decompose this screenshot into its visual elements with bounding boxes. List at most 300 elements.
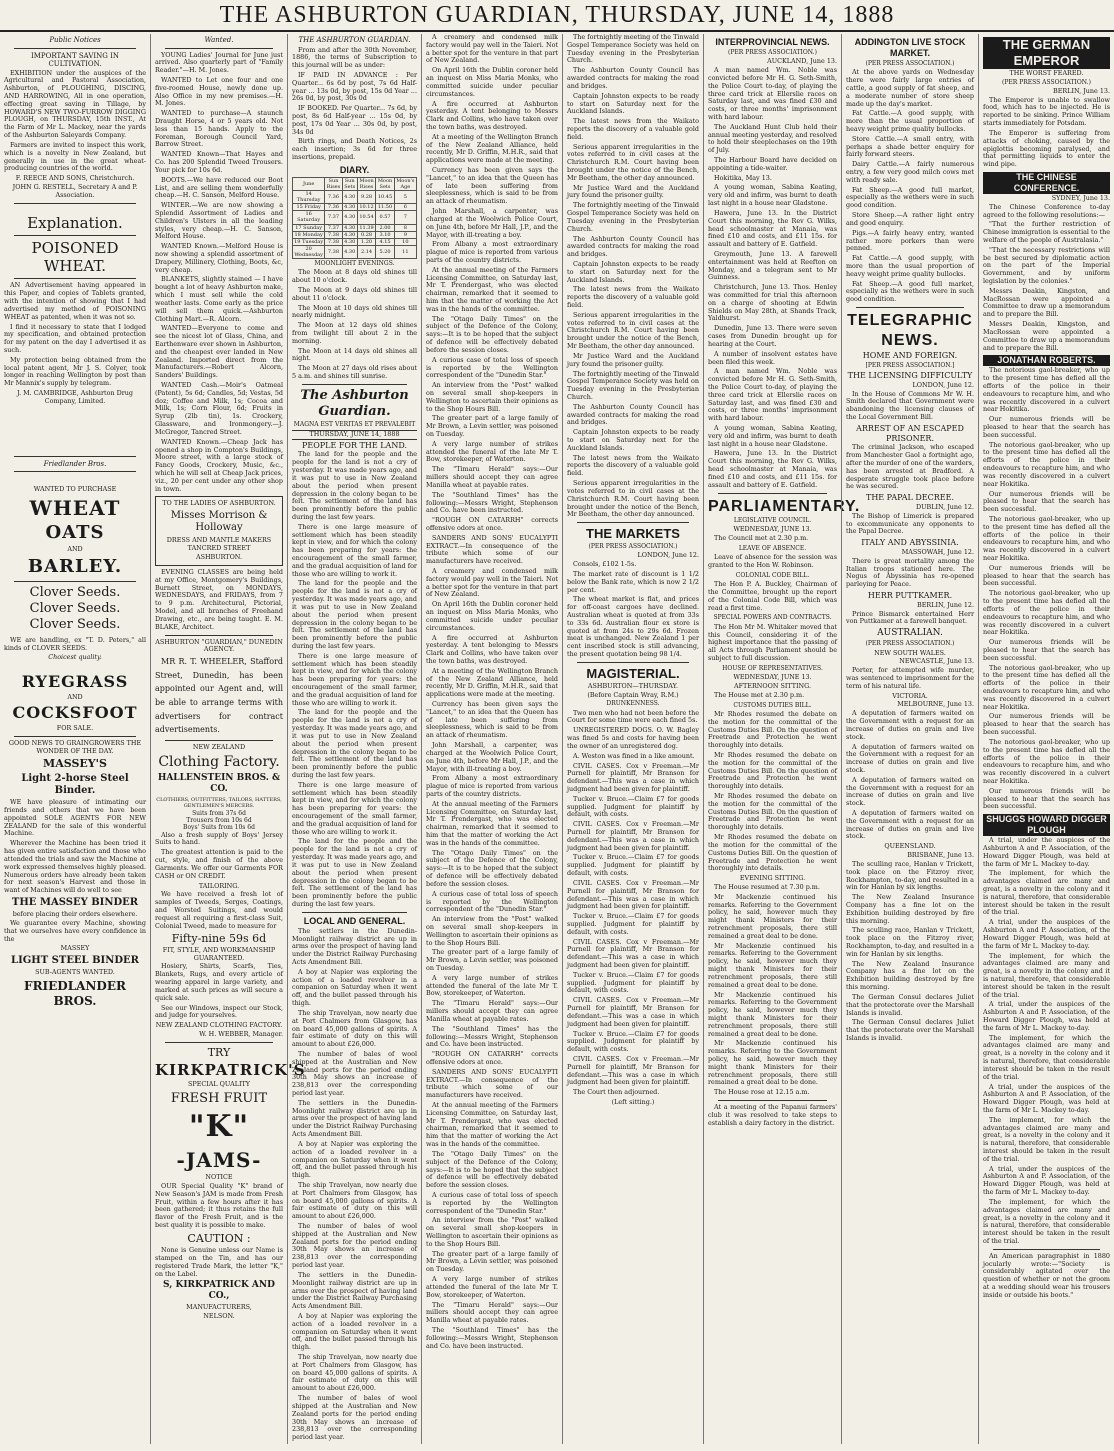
news-item: The Harbour Board have decided on appointing a tide-waiter. — [708, 156, 837, 172]
news-item: A curious case of total loss of speech is reported by the Wellington correspondent of the "Dunedin Star." — [426, 1190, 558, 1215]
diary-cell: 0.28 — [357, 231, 376, 238]
news-item: At the annual meeting of the Farmers Licensing Committee, on Saturday last, Mr T. Prendergast, who was elected chairman, remarked that it seemed to him that the matter of working the Act was in the hands of the committee. — [426, 265, 558, 313]
diary-cell: 14 Thursday — [293, 191, 325, 204]
market-item: Fat Cattle.—A good supply, with more than the usual proportion of heavy weight prime quality bullocks. — [846, 254, 974, 278]
section-heading: Public Notices — [49, 36, 101, 44]
oats-heading: OATS — [45, 522, 105, 544]
diary-row — [293, 238, 417, 245]
parliament-item: The House resumed at 7.30 p.m. — [714, 882, 820, 891]
notice-paragraph: My protection being obtained from the local patent agent, Mr J. S. Colyer, took longer in reaching Wellington by post than Mr Mannix's supply by telegram. — [4, 355, 146, 388]
diary-cell: 2.00 — [376, 224, 394, 231]
masthead — [0, 0, 1114, 32]
press-association: (PER PRESS ASSOCIATION.) — [1002, 78, 1091, 86]
column-5 — [562, 34, 703, 1444]
divider — [302, 912, 407, 913]
subheading: CUSTOMS DUTIES BILL. — [733, 701, 812, 709]
diary-cell: 6 — [394, 204, 416, 211]
diary-cell: 4.30 — [342, 211, 357, 224]
news-item: Hokitika, May 13. — [714, 173, 772, 182]
binder-heading: Light 2-horse Steel Binder. — [21, 772, 129, 797]
arrest-heading: ARREST OF AN ESCAPED PRISONER. — [856, 423, 964, 443]
news-item: The implement, for which the advantages claimed are many and great, is a novelty in the colony and it is natural, therefore, that considerable interest should be taken in the result of the trial. — [983, 1033, 1110, 1081]
news-item: Hawera, June 13. In the District Court this morning, the Rev G. Wilks, head schoolmaster at Manaia, was fined £10 and costs, and £11 15s. for assault and battery of E. Gatfield. — [708, 208, 837, 249]
diary-row — [293, 191, 417, 204]
parliament-item: The House rose at 12.15 a.m. — [714, 1088, 810, 1097]
clothing-text: Also a fresh supply of Boys' Jersey Suits to hand. — [155, 830, 283, 847]
section-heading: Friedlander Bros. — [43, 459, 107, 468]
news-item: A trial, under the auspices of the Ashburton A and P. Association, of the Howard Digger Plough, was held at the farm of Mr L. Mackey to-day. — [983, 1000, 1110, 1032]
victoria-heading: VICTORIA. — [892, 691, 928, 700]
terms-advance: IF PAID IN ADVANCE : Per Quarter... 6s 6d by post, 7s 6d Half-year ... 13s 0d, by post, 15s 0d Year ... 26s 0d, by post, 30s 0d — [292, 70, 417, 103]
hosiery-text: Hosiery, Shirts, Scarfs, Ties, Blankets, Rugs, and every article of wearing apparel in large variety, and marked at such prices as will secure a quick sale. — [155, 962, 283, 1002]
news-item: Our numerous friends will be pleased to hear that the search has been successful. — [983, 638, 1110, 662]
news-item: "ROUGH ON CATARRH" corrects offensive odors at once. — [426, 1050, 558, 1066]
diary-cell: 9.28 — [357, 191, 376, 204]
licensing-heading: THE LICENSING DIFFICULTY — [847, 371, 973, 381]
wanted-ad: WINTER.—We are now showing a Splendid Assortment of Ladies and Children's Ulsters in all the leading styles, very cheap.—H. C. Sanson, Melford House. — [155, 201, 283, 241]
dateline: WEDNESDAY, JUNE 13. — [733, 525, 812, 534]
moonlight-heading: MOONLIGHT EVENINGS. — [314, 260, 395, 267]
markets-heading: THE MARKETS — [586, 526, 680, 542]
parliament-item: Mr Rhodes resumed the debate on the motion for the committal of the Customs Duties Bill. On the question of Freetrade and Protection he went thoroughly into details. — [708, 750, 837, 791]
leader-paragraph: There is one large measure of settlement which has been steadily kept in view, and for which the colony has been preparing for years: the encouragement of the small farmer, and the gradual acquisition of land for those who are willing to work it. — [292, 780, 417, 836]
dateline: AUCKLAND, June 13. — [767, 57, 837, 66]
sub-agents-text: SUB-AGENTS WANTED. — [35, 968, 115, 977]
news-item: The fortnightly meeting of the Tinwald Gospel Temperance Society was held on Tuesday evening in the Presbyterian Church. — [567, 369, 699, 401]
subheading: COLONIAL CODE BILL. — [735, 571, 810, 579]
tailoring-heading: TAILORING. — [198, 881, 240, 890]
drunkenness-heading: DRUNKENNESS. — [606, 700, 660, 708]
worse-heading: THE WORST FEARED. — [1009, 68, 1084, 77]
local-item: A boy at Napier was exploring the action of a loaded revolver in a companion on Saturday when it went off, and the bullet passed through his thigh. — [292, 1139, 417, 1180]
diary-cell: Moon's Age — [396, 177, 415, 190]
news-item: The Emperor is unable to swallow food, which has to be injected. He is reported to be sinking. Prince William starts immediately for Potsdam. — [983, 95, 1110, 128]
parliament-item: The Hon Mr M. Whitaker moved that this Council, considering it of the highest importance that the passing of all Acts through Parliament should be subject to full discussion. — [708, 622, 837, 663]
diary-cell: 15 Friday — [293, 204, 325, 211]
diary-cell: June — [293, 177, 325, 190]
local-heading: LOCAL AND GENERAL. — [303, 915, 406, 926]
notice-paragraph: I find it necessary to state that I lodged my specification, and obtained protection for my patent on the day I advertised it as such. — [4, 322, 146, 354]
magisterial-item: CIVIL CASES. Cox v Freeman.—Mr Purnell for plaintiff, Mr Branson for defendant.—This was a case in which judgment had been given for plaintiff. — [567, 937, 699, 970]
cocksfoot-heading: COCKSFOOT — [12, 703, 138, 723]
magisterial-item: Two men who had not been before the Court for some time were each fined 5s. — [567, 708, 699, 725]
news-item: Greymouth, June 13. A farewell entertainment was held at Reefton on Monday, and a telegram sent to Mr Guinness. — [708, 249, 837, 282]
market-item: The wheat market is flat, and prices for off-coast cargoes have declined. Australian wheat is quoted at from 33s to 33s 6d. Australian flour ex store is quoted at from 24s to 29s 6d. Frozen meat is unchanged. New Zealand 1 per cent inscribed stock is still advancing, the present quotation being 98 1/4. — [567, 595, 699, 659]
news-item: Captain Johnston expects to be ready to start on Saturday next for the Auckland Islands. — [567, 428, 699, 452]
local-item: The number of bales of wool shipped at the Australian and New Zealand ports for the period ending 30th May shows an increase of 238,813 over the corresponding period last year. — [292, 1049, 417, 1097]
news-item: Currency has been given says the "Lancet," to an idea that the Queen has of late been suffering from sleeplessness, which is said to be from an attack of rheumatism. — [426, 700, 558, 740]
news-item: A man named Wm. Noble was convicted before Mr H. G. Seth-Smith, the Police Court to-day, of playing the three card trick at Ellerslie races on Saturday last, and was fined £30 and costs, or three months' imprisonment with hard labour. — [708, 367, 837, 423]
dateline: DUBLIN, June 12. — [916, 503, 974, 512]
nz-text: NEW ZEALAND — [192, 742, 246, 751]
price-suits: Suits from 37s 6d — [192, 809, 246, 817]
news-item: An American paragraphist in 1880 jocularly wrote:—"Society is considerably agitated over the question of whether or not the groom at a wedding should wear his trousers inside or outside his boots." — [983, 1251, 1110, 1299]
poisoned-wheat-heading: POISONED WHEAT. — [31, 238, 119, 276]
diary-cell: 10.45 — [376, 191, 394, 204]
dateline: NEWCASTLE, June 13. — [899, 657, 974, 666]
news-item: The New Zealand Insurance Company has a fine lot on the Exhibition building destroyed by fire this morning. — [846, 893, 974, 925]
news-item: The "Southland Times" has the following:—Messrs Wright, Stephenson and Co. have been instructed. — [426, 1024, 558, 1049]
caption: (Left sitting.) — [611, 1098, 655, 1107]
price-fifty-nine: Fifty-nine 59s 6d — [171, 932, 267, 946]
news-item: The notorious gaol-breaker, who up to the present time has defied all the efforts of the police in their endeavours to recapture him, and who was recently discovered in a culvert near Hokitika. — [983, 440, 1110, 488]
section-heading: THE ASHBURTON GUARDIAN. — [298, 36, 411, 44]
wanted-ad: WANTED—Everyone to come and see the nicest lot of Glass, China, and Earthenware ever shown in Ashburton, and the cheapest ever landed in New Zealand. Imported direct from the Manufacturers.—Robert Alcorn, Sanders' Buildings. — [155, 324, 283, 380]
wanted-ad: WANTED Known.—Cheap Jack has opened a shop in Compton's Buildings, Moore street, with a large stock of Fancy Goods, Crockery, Music, &c., which he will sell at Cheap Jack prices, viz., 20 per cent under any other shop in town. — [155, 437, 283, 493]
news-item: At a meeting of the Wellington Branch of the New Zealand Alliance, held recently, Mr D. Griffin, M.H.R., said that applications were made at the meeting. — [426, 666, 558, 699]
diary-cell: 11.39 — [357, 224, 376, 231]
magisterial-heading: MAGISTERIAL. — [586, 665, 680, 681]
local-item: The ship Travelyan, now nearly due at Port Chalmers from Glasgow, has on board 45,000 gallons of spirits. A fair estimate of duty on this will amount to about £26,000. — [292, 1180, 417, 1221]
news-item: The fortnightly meeting of the Tinwald Gospel Temperance Society was held on Tuesday evening in the Presbyterian Church. — [567, 33, 699, 65]
news-item: An interview from the "Post" walked on several small shop-keepers in Wellington to ascertain their opinions as to the Shop Hours Bill. — [426, 1216, 558, 1248]
diary-cell: 7.38 — [325, 238, 342, 245]
exhibition-notice: EXHIBITION under the auspices of the Agricultural and Pastoral Association, Ashburton, of PLOUGHING, DISCING, AND HARROWING, All in one operation, effecting great saving in Tillage, by HOWARD'S NEW TWO-FURROW DIGGING PLOUGH, on THURSDAY, 15th INST., At the Farm of Mr L. Mackey, near the yards of the Ashburton Saleyards Company. — [4, 68, 146, 140]
interprovincial-heading: INTERPROVINCIAL NEWS. — [715, 37, 830, 47]
magisterial-item: CIVIL CASES. Cox v Freeman.—Mr Purnell for plaintiff, Mr Branson for defendant.—This was a case in which judgment had been given for plaintiff. — [567, 1054, 699, 1087]
before-text: before placing their orders elsewhere. — [12, 910, 138, 919]
wheat-heading: WHEAT — [29, 496, 121, 521]
news-item: Our numerous friends will be pleased to hear that the search has been successful. — [983, 415, 1110, 439]
parliament-item: Mr Rhodes resumed the debate on the motion for the committal of the Customs Duties Bill. On the question of Freetrade and Protection he went thoroughly into details. — [708, 709, 837, 750]
light-steel-heading: LIGHT STEEL BINDER — [11, 955, 139, 967]
chinese-conference-heading: THE CHINESE CONFERENCE. — [983, 172, 1110, 194]
binder-text: Wherever the Machine has been tried it has given entire satisfaction and those who attended the trials and saw the Machine at work expressed themselves highly pleased. Numerous orders have already been taken for next season's Harvest and those in want of Machines will do well to see — [4, 839, 146, 895]
section-heading: Wanted. — [204, 36, 234, 44]
news-item: "That the necessary restrictions will be best secured by diplomatic action on the part of the Imperial Government, and by uniform legislation by the colonies." — [983, 245, 1110, 286]
news-item: A very large number of strikes attended the funeral of the late Mr T. Bow, storekeeper, of Waterton. — [426, 1275, 558, 1299]
moon-note: The Moon at 10 days old shines till nearly midnight. — [292, 303, 417, 320]
news-item: From Albany a most extraordinary plague of mice is reported from various parts of the country districts. — [426, 240, 558, 264]
explanation-heading: Explanation. — [27, 213, 123, 232]
dateline: BERLIN, June 12. — [917, 600, 974, 609]
motto: MAGNA EST VERITAS ET PREVALEBIT — [293, 420, 416, 428]
notice-heading: NOTICE — [205, 1173, 233, 1182]
news-item: SANDERS AND SONS' EUCALYPTI EXTRACT.—In consequence of the tribute which some of our manufacturers have received. — [426, 1067, 558, 1100]
howard-plough-heading: SHUGGS HOWARD DIGGER PLOUGH — [983, 814, 1110, 836]
news-item: Serious apparent irregularities in the votes referred to in civil cases at the Christchurch R.M. Court having been brought under the notice of the Bench, Mr Beetham, the other day announced. — [567, 479, 699, 519]
dunedin-heading: ASHBURTON "GUARDIAN," DUNEDIN AGENCY. — [155, 637, 283, 654]
news-item: "ROUGH ON CATARRH" corrects offensive odors at once. — [426, 516, 558, 532]
diary-row — [293, 204, 417, 211]
dateline: BERLIN, June 13. — [1053, 86, 1110, 95]
press-association: (PER PRESS ASSOCIATION.) — [588, 542, 678, 550]
magisterial-item: CIVIL CASES. Cox v Freeman.—Mr Purnell for plaintiff, Mr Branson for defendant.—This was a case in which judgment had been given for plaintiff. — [567, 878, 699, 911]
news-item: The latest news from the Waikato reports the discovery of a valuable gold field. — [567, 285, 699, 309]
divider — [718, 1100, 827, 1101]
diary-cell: 8 — [394, 224, 416, 231]
wanted-ad: YOUNG Ladies' Journal for June just arrived. Also quarterly part of "Family Reader."—H. M. Jones. — [155, 50, 283, 75]
issue-date: THURSDAY, JUNE 14, 1888 — [292, 430, 417, 440]
market-item: The market rate of discount is 1 1/2 below the Bank rate, which is now 2 1/2 per cent. — [567, 569, 699, 594]
births-notice: Birth rings, and Death Notices, 2s each insertion; 3s 6d for three insertions, prepaid. — [292, 137, 417, 162]
divider — [14, 203, 136, 204]
diary-cell: 3.10 — [376, 231, 394, 238]
diary-cell: 7.37 — [325, 224, 342, 231]
diary-cell: 7.38 — [325, 231, 342, 238]
diary-cell: 0.57 — [376, 211, 394, 224]
market-item: Store Sheep.—A rather light entry and good enquiry. — [846, 211, 974, 227]
diary-row — [293, 224, 417, 231]
hallenstein-heading: HALLENSTEIN BROS. & CO. — [157, 772, 281, 794]
leader-paragraph: The land for the people and the people for the land is not a cry of yesterday. It was made years ago, and it was put to use in New Zealand about the period when present depression in the colony began to be felt. The settlement of the land has been prominently before the public during the last few years. — [292, 708, 417, 779]
news-item: Hawera, June 13. In the District Court this morning, the Rev G. Wilks, head schoolmaster at Manaia, was fined £10 and costs, and £11 15s. for assault and battery of E. Gatfield. — [708, 449, 837, 489]
diary-heading: DIARY. — [339, 164, 370, 175]
addington-heading: ADDINGTON LIVE STOCK MARKET. — [854, 37, 966, 58]
divider — [14, 456, 136, 457]
herr-heading: HERR PUTTKAMER. — [867, 591, 953, 601]
divider — [302, 384, 407, 385]
diary-row — [293, 231, 417, 238]
parliament-item: The House met at 2.30 p.m. — [714, 690, 805, 699]
diary-cell: 7.38 — [325, 245, 342, 258]
news-item: The Bishop of Limerick is prepared to excommunicate any opponents to the Papal Decree. — [846, 511, 974, 536]
masthead-title: THE ASHBURTON GUARDIAN, THURSDAY, JUNE 14, 1888 — [219, 2, 895, 28]
divider — [14, 736, 136, 737]
kirkpatrick-heading: KIRKPATRICK'S — [155, 1061, 306, 1080]
papal-heading: THE PAPAL DECREE. — [865, 493, 955, 503]
diary-cell: 9 — [394, 231, 416, 238]
news-item: At a meeting of the Wellington Branch of the New Zealand Alliance, held recently, Mr D. Griffin, M.H.R., said that applications were made at the meeting. — [426, 132, 558, 165]
news-item: The "Southland Times" has the following:—Messrs Wright, Stephenson and Co. have been instructed. — [426, 1325, 558, 1350]
leader-paragraph: The land for the people and the people for the land is not a cry of yesterday. It was made years ago, and it was put to use in New Zealand about the period when present depression in the colony began to be felt. The settlement of the land has been prominently before the public during the last few years. — [292, 837, 417, 908]
ryegrass-heading: RYEGRASS — [21, 672, 129, 692]
fit-text: FIT, STYLE, AND WORKMANSHIP GUARANTEED. — [162, 945, 276, 962]
diary-row — [293, 245, 417, 258]
news-item: A fire occurred at Ashburton yesterday. A tent belonging to Messrs Clark and Collins, who have taken over the town baths, was destroyed. — [426, 99, 558, 131]
dateline: LONDON, June 12. — [912, 380, 974, 389]
diary-cell: 7.36 — [325, 204, 342, 211]
news-item: Our numerous friends will be pleased to hear that the search has been successful. — [983, 712, 1110, 737]
news-item: A very large number of strikes attended the funeral of the late Mr T. Bow, storekeeper, of Waterton. — [426, 973, 558, 998]
news-item: The greater part of a large family of Mr Brown, a Levin settler, was poisoned on Tuesday. — [426, 414, 558, 438]
news-item: The greater part of a large family of Mr Brown, a Levin settler, was poisoned on Tuesday. — [426, 948, 558, 972]
wanted-ad: BLANKETS, slightly stained — I have bought a lot of heavy Ashburton make, which I must sell while the cold weather lasts. Come early as the price will sell them quick.—Ashburton Clothing Mart.—R. Alcorn. — [155, 275, 283, 323]
divider — [165, 48, 273, 49]
news-item: A trial, under the auspices of the Ashburton A and P. Association, of the Howard Digger Plough, was held at the farm of Mr L. Mackey to-day. — [983, 1082, 1110, 1114]
choicest-text: Choicest quality. — [48, 653, 102, 662]
divider — [165, 635, 273, 636]
guarantee-text: We guarantee every Machine, showing that we ourselves have every confidence in the — [4, 918, 146, 943]
divider — [718, 493, 827, 494]
evening-classes-ad: EVENING CLASSES are being held at my Office, Montgomery's Buildings, Burnett Street, on MONDAYS, WEDNESDAYS, and FRIDAYS, from 7 to 9 p.m. Architectural, Pictorial, Model, and all branches of Freehand Drawing, etc., are being taught. E. M. BLAKE, Architect. — [155, 568, 283, 631]
news-item: The "Otago Daily Times" on the subject of the Defence of the Colony, says:—It is to be hoped that the subject of defence will be effectively debated before the session closes. — [426, 314, 558, 354]
nzcf-text: NEW ZEALAND CLOTHING FACTORY. — [155, 1021, 283, 1030]
news-item: Currency has been given says the "Lancet," to an idea that the Queen has of late been suffering from sleeplessness, which is said to be from an attack of rheumatism. — [426, 166, 558, 206]
nsw-heading: NEW SOUTH WALES. — [874, 648, 946, 657]
notice-paragraph: AN Advertisement having appeared in this Paper, and copies of Tablets granted, with the intention of showing that I had advertised my method of POISONING WHEAT as patented, when it was not so. — [4, 281, 146, 321]
parliament-item: Leave of absence for the session was granted to the Hon W. Robinson. — [708, 553, 837, 570]
magisterial-item: Tucker v. Bruce.—Claim £7 for goods supplied. Judgment for plaintiff by default, with costs. — [567, 912, 699, 936]
parliament-item: Mr Mackenzie continued his remarks. Referring to the Government policy, he said, however much they might thank Ministers for their retrenchment proposals, there still remained a great deal to be done. — [708, 990, 837, 1038]
parliament-item: Mr Rhodes resumed the debate on the motion for the committal of the Customs Duties Bill. On the question of Freetrade and Protection he went thoroughly into details. — [708, 792, 837, 832]
diary-cell: 2.14 — [357, 245, 376, 258]
news-item: The fortnightly meeting of the Tinwald Gospel Temperance Society was held on Tuesday evening in the Presbyterian Church. — [567, 201, 699, 233]
diary-cell: 4.30 — [344, 231, 356, 238]
column-7 — [841, 34, 978, 1444]
diary-cell: 4.30 — [344, 224, 356, 231]
manufacturers-text: MANUFACTURERS, — [186, 1303, 252, 1312]
magisterial-item: CIVIL CASES. Cox v Freeman.—Mr Purnell for plaintiff, Mr Branson for defendant.—This was a case in which judgment had been given for plaintiff. — [567, 820, 699, 852]
magisterial-item: Tucker v. Bruce.—Claim £7 for goods supplied. Judgment for plaintiff by default, with costs. — [567, 853, 699, 878]
wheeler-ad: MR R. T. WHEELER, Stafford Street, Dunedin, has been appointed our Agent and, will be able to arrange terms with advertisers for contract advertisements. — [155, 657, 283, 735]
news-item: A number of insolvent estates have been filed this week. — [708, 349, 837, 366]
news-item: A creamery and condensed milk factory would pay well in the Taieri. Not a better spot for the venture in that part of New Zealand. — [426, 567, 558, 599]
parliament-item: Mr Rhodes resumed the debate on the motion for the committal of the Customs Duties Bill. On the question of Freetrade and Protection he went thoroughly into details. — [708, 833, 837, 873]
wanted-ad: WANTED to Let one four and one five-roomed House, newly done up. Also Office in my new premises.—H. M. Jones. — [155, 75, 283, 108]
news-item: Mr Justice Ward and the Auckland jury found the prisoner guilty. — [567, 183, 699, 200]
dateline: MELBOURNE, June 13. — [897, 700, 974, 709]
price-boys: Boys' Suits from 10s 6d — [183, 824, 255, 832]
market-item: Fat Sheep.—A good full market, especially as the wethers were in such good condition. — [846, 185, 974, 210]
market-item: At the above yards on Wednesday there were fairly large entries of cattle, a good supply of fat sheep, and a moderate number of store sheep made up the day's market. — [846, 68, 974, 108]
caution-heading: CAUTION : — [187, 1231, 251, 1245]
magisterial-item: CIVIL CASES. Cox v Freeman.—Mr Purnell for plaintiff, Mr Branson for defendant.—This was a case in which judgment had been given for plaintiff. — [567, 996, 699, 1028]
good-news-heading: GOOD NEWS TO GRAINGROWERS THE WONDER OF THE DAY. — [8, 738, 142, 755]
wanted-ad: WANTED Known—That Hayes and Co. has 200 Splendid Tweed Trousers. Your pick for 10s 6d. — [155, 150, 283, 174]
diary-cell: 4.30 — [344, 204, 356, 211]
morrison-ad — [155, 496, 283, 566]
magisterial-item: The Court then adjourned. — [573, 1088, 660, 1097]
diary-cell: 11 — [394, 245, 416, 258]
parliamentary-heading: PARLIAMENTARY. — [708, 497, 861, 515]
clover-heading: Clover Seeds. — [29, 585, 121, 601]
telegraphic-heading: TELEGRAPHIC NEWS. — [847, 312, 973, 349]
news-item: The Ashburton County Council has awarded contracts for making the road and bridges. — [567, 234, 699, 259]
news-item: Porter, for attempted wife murder, was sentenced to imprisonment for the term of his natural life. — [846, 666, 974, 690]
press-association: (PER PRESS ASSOCIATION.) — [865, 59, 955, 67]
magisterial-sub: ASHBURTON—THURSDAY. — [587, 681, 679, 690]
moon-note: The Moon at 8 days old shines till about 10 o'clock. — [292, 268, 417, 285]
diary-cell: 17 Sunday — [293, 224, 325, 231]
news-item: "That the further restriction of Chinese immigration is essential to the welfare of the people of Australasia." — [983, 220, 1110, 244]
diary-cell: 4.30 — [344, 238, 356, 245]
news-item: A creamery and condensed milk factory would pay well in the Taieri. Not a better spot for the venture in that part of New Zealand. — [426, 33, 558, 65]
local-item: A boy at Napier was exploring the action of a loaded revolver in a companion on Saturday when it went off, and the bullet passed through his thigh. — [292, 967, 417, 1008]
news-item: A trial, under the auspices of the Ashburton A and P. Association, of the Howard Digger Plough, was held at the farm of Mr L. Mackey to-day. — [983, 836, 1110, 868]
diary-cell: 7.36 — [325, 191, 342, 204]
evening-heading: EVENING SITTING. — [739, 874, 806, 883]
divider — [14, 581, 136, 582]
local-item: The ship Travelyan, now nearly due at Port Chalmers from Glasgow, has on board 45,000 gallons of spirits. A fair estimate of duty on this will amount to about £26,000. — [292, 1008, 417, 1049]
divider — [856, 307, 964, 308]
wanted-ad: WANTED Known.—Melford House is now showing a splendid assortment of Drapery, Millinery, Clothing, Boots, &c, very cheap. — [155, 242, 283, 274]
news-item: The implement, for which the advantages claimed are many and great, is a novelty in the colony and it is natural, therefore, that considerable interest should be taken in the result of the trial. — [983, 951, 1110, 999]
german-emperor-heading: THE GERMAN EMPEROR — [983, 37, 1110, 69]
news-item: The "Otago Daily Times" on the subject of the Defence of the Colony, says:—It is to be hoped that the subject of defence will be effectively debated before the session closes. — [426, 848, 558, 888]
clover-heading: Clover Seeds. — [29, 600, 121, 616]
news-item: A deputation of farmers waited on the Government with a request for an increase of duties on grain and live stock. — [846, 775, 974, 808]
news-item: The Ashburton County Council has awarded contracts for making the road and bridges. — [567, 66, 699, 90]
news-item: A very large number of strikes attended the funeral of the late Mr T. Bow, storekeeper, of Waterton. — [426, 439, 558, 464]
legislative-council: LEGISLATIVE COUNCIL. — [733, 517, 812, 525]
italy-heading: ITALY AND ABYSSINIA. — [861, 538, 959, 548]
news-item: At the annual meeting of the Farmers Licensing Committee, on Saturday last, Mr T. Prendergast, who was elected chairman, remarked that it seemed to him that the matter of working the Act was in the hands of the committee. — [426, 799, 558, 847]
press-association: [PER PRESS ASSOCIATION.] — [865, 361, 955, 369]
news-item: A deputation of farmers waited on the Government with a request for an increase of duties on grain and live stock. — [846, 809, 974, 841]
news-item: Mr Justice Ward and the Auckland jury found the prisoner guilty. — [567, 351, 699, 368]
signature: J. M. CAMBRIDGE, Ashburton Drug Company, Limited. — [17, 389, 133, 405]
divider — [165, 740, 273, 741]
column-2 — [150, 34, 306, 1444]
column-3 — [287, 34, 421, 1444]
friedlander-heading: FRIEDLANDER BROS. — [24, 979, 126, 1008]
house-heading: HOUSE OF REPRESENTATIVES. — [722, 664, 823, 672]
news-item: The "Southland Times" has the following:—Messrs Wright, Stephenson and Co. have been instructed. — [426, 490, 558, 515]
divider — [14, 235, 136, 236]
news-item: The "Timaru Herald" says:—Our millers should accept they can agree Manilla wheat at payable rates. — [426, 999, 558, 1023]
news-item: At the annual meeting of the Farmers Licensing Committee, on Saturday last, Mr T. Prendergast, who was elected chairman, remarked that it seemed to him that the matter of working the Act was in the hands of the committee. — [426, 1101, 558, 1149]
signature: F. REECE AND SONS, Christchurch. — [15, 174, 135, 183]
diary-cell: 4.15 — [376, 238, 394, 245]
diary-cell: 4.30 — [342, 245, 357, 258]
news-item: Christchurch, June 13. Thos. Henley was committed for trial this afternoon on a charge of shooting at Edwin Shields on May 28th, at Shands Track, Yaldhurst. — [708, 283, 837, 323]
barley-heading: BARLEY. — [27, 556, 123, 578]
diary-cell: 16 Saturday — [293, 211, 325, 224]
clover-text: WE are handling, ex "T. D. Peters," all kinds of CLOVER SEEDS. — [4, 635, 146, 652]
news-item: On April 16th the Dublin coroner held an inquest on Miss Maria Monks, who committed suicide under peculiar circumstances. — [426, 600, 558, 632]
column-8 — [978, 34, 1114, 1444]
diary-cell: 5.20 — [376, 245, 394, 258]
notice-text: OUR Special Quality "K" brand of New Season's JAM is made from Fresh Fruit, within a few hours after it has been gathered; it thus retains the full flavor of the Fresh Fruit, and is the best quality it is possible to make. — [155, 1181, 283, 1229]
news-item: The greater part of a large family of Mr Brown, a Levin settler, was poisoned on Tuesday. — [426, 1249, 558, 1274]
dateline: SYDNEY, June 13. — [1051, 193, 1110, 202]
diary-cell: 10.54 — [357, 211, 376, 224]
news-item: The Ashburton County Council has awarded contracts for making the road and bridges. — [567, 402, 699, 427]
try-text: TRY — [207, 1045, 231, 1059]
diary-cell: 7 — [394, 211, 416, 224]
news-item: A deputation of farmers waited on the Government with a request for an increase of duties on grain and live stock. — [846, 742, 974, 774]
news-item: Serious apparent irregularities in the votes referred to in civil cases at the Christchurch R.M. Court having been brought under the notice of the Bench, Mr Beetham, the other day announced. — [567, 142, 699, 182]
wanted-ad: WANTED to purchase—A staunch Draught Horse, 4 or 5 years old. Not less than 15 hands. Apply to the Foreman, Borough Council Yard, Barrow Street. — [155, 109, 283, 149]
news-item: A curious case of total loss of speech is reported by the Wellington correspondent of the "Dunedin Star." — [426, 355, 558, 380]
australian-heading: AUSTRALIAN. — [877, 628, 943, 639]
leader-paragraph: There is one large measure of settlement which has been steadily kept in view, and for which the colony has been preparing for years: the encouragement of the small farmer, and the gradual acquisition of land for those who are willing to work it. — [292, 651, 417, 707]
special-quality: SPECIAL QUALITY — [188, 1080, 250, 1089]
company-name: S, KIRKPATRICK AND CO., — [163, 1280, 275, 1302]
dateline: LONDON, June 12. — [637, 551, 699, 560]
divider — [165, 1042, 273, 1043]
news-item: From Albany a most extraordinary plague of mice is reported from various parts of the country districts. — [426, 774, 558, 798]
hallenstein-sub: CLOTHIERS, OUTFITTERS, TAILORS, HATTERS, GENTLEMEN'S MERCERS. — [156, 796, 282, 809]
and-text: AND — [67, 545, 83, 554]
nelson-text: NELSON. — [203, 1312, 235, 1321]
price-trousers: Trousers from 10s 6d — [186, 817, 252, 825]
news-item: A curious case of total loss of speech is reported by the Wellington correspondent of the "Dunedin Star." — [426, 889, 558, 914]
news-item: The German Consul declares Juliet that the protectorate over the Marshall Islands is invalid. — [846, 992, 974, 1017]
jams-heading: -JAMS- — [176, 1147, 262, 1172]
news-item: On April 16th the Dublin coroner held an inquest on Miss Maria Monks, who committed suicide under peculiar circumstances. — [426, 66, 558, 98]
diary-cell: 4.30 — [342, 191, 357, 204]
news-item: The sculling race, Hanlan v Trickett, took place on the Fitzroy river, Rockhampton, to-day, and resulted in a win for Hanlan by six lengths. — [846, 926, 974, 958]
clothing-text: The greatest attention is paid to the cut, style, and finish of the above Garments. We offer our Garments FOR CASH or ON CREDIT. — [155, 848, 283, 880]
magisterial-item: UNREGISTERED DOGS. O. W. Bagley was fined 5s and costs for having been the owner of an unregistered dog. — [567, 726, 699, 750]
news-item: The implement, for which the advantages claimed are many and great, is a novelty in the colony and it is natural, therefore, that considerable interest should be taken in the result of the trial. — [983, 869, 1110, 917]
diary-cell: 10.12 — [357, 204, 376, 211]
clover-heading: Clover Seeds. — [29, 616, 121, 632]
diary-cell: 20 Wednesday — [294, 245, 323, 258]
terms-booked: IF BOOKED. Per Quarter... 7s 6d, by post, 8s 6d Half-year ... 15s 0d, by post, 17s 0d Year ... 30s 0d, by post, 34s 0d — [292, 104, 417, 136]
subheading: SPECIAL POWERS AND CONTRACTS. — [713, 614, 832, 622]
see-text: See our Windows, inspect our Stock, and judge for yourselves. — [155, 1003, 283, 1020]
column-6 — [703, 34, 861, 1444]
parliament-item: The Hon P. A. Buckley, Chairman of the Committee, brought up the report of the Colonial Code Bill, which was read a first time. — [708, 580, 837, 612]
news-item: The Emperor is suffering from attacks of choking, caused by the epiglottis becoming paralysed, and that permitting liquids to enter the wind pipe. — [983, 128, 1110, 169]
moon-note: The Moon at 12 days old shines from twilight till about 2 in the morning. — [292, 321, 417, 345]
news-item: An interview from the "Post" walked on several small shop-keepers in Wellington to ascertain their opinions as to the Shop Hours Bill. — [426, 915, 558, 947]
news-item: A fire occurred at Ashburton yesterday. A tent belonging to Messrs Clark and Collins, who have taken over the town baths, was destroyed. — [426, 633, 558, 665]
massey-binder-heading: THE MASSEY BINDER — [11, 896, 139, 908]
